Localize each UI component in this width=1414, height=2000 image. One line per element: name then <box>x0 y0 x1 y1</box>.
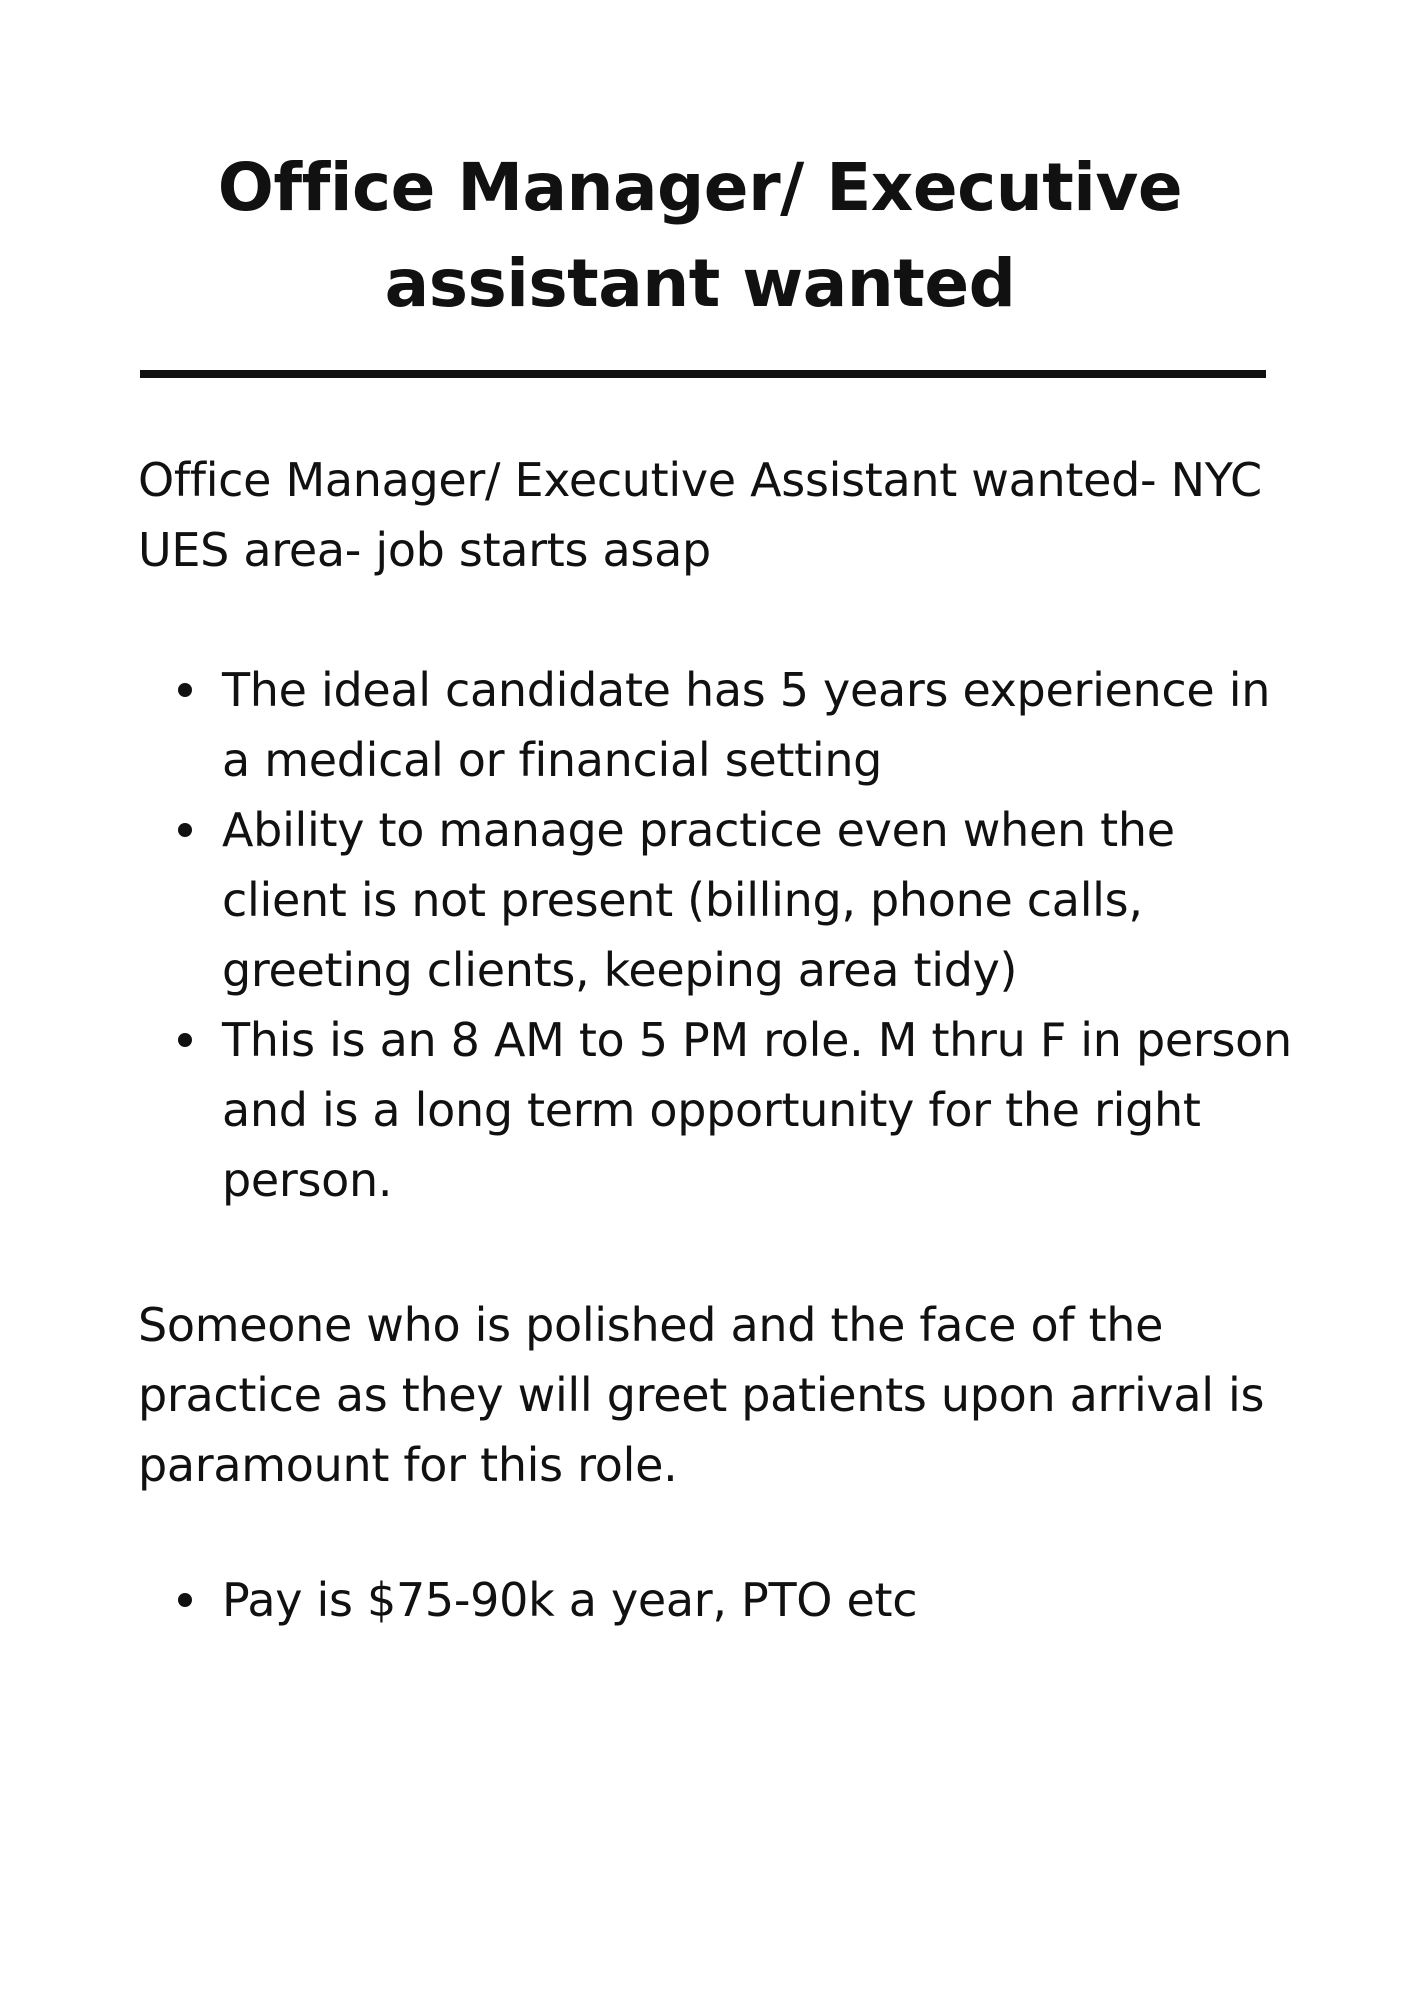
list-item: The ideal candidate has 5 years experience in a medical or financial setting <box>222 655 1302 795</box>
list-item: This is an 8 AM to 5 PM role. M thru F in person and is a long term opportunity for the right person. <box>222 1005 1302 1215</box>
pay-list <box>222 1565 1302 1635</box>
title-line-2: assistant wanted <box>384 245 1016 322</box>
intro-paragraph: Office Manager/ Executive Assistant wanted- NYC UES area- job starts asap <box>138 453 1262 577</box>
list-item: Ability to manage practice even when the client is not present (billing, phone calls, greeting clients, keeping area tidy) <box>222 795 1302 1005</box>
requirements-list <box>222 655 1302 1215</box>
title-line-1: Office Manager/ Executive <box>217 149 1183 226</box>
closing-paragraph: Someone who is polished and the face of the practice as they will greet patients upon arrival is paramount for this role. <box>138 1298 1265 1492</box>
list-item: Pay is $75-90k a year, PTO etc <box>222 1565 1302 1635</box>
page-title <box>200 140 1200 332</box>
title-divider <box>140 370 1266 378</box>
